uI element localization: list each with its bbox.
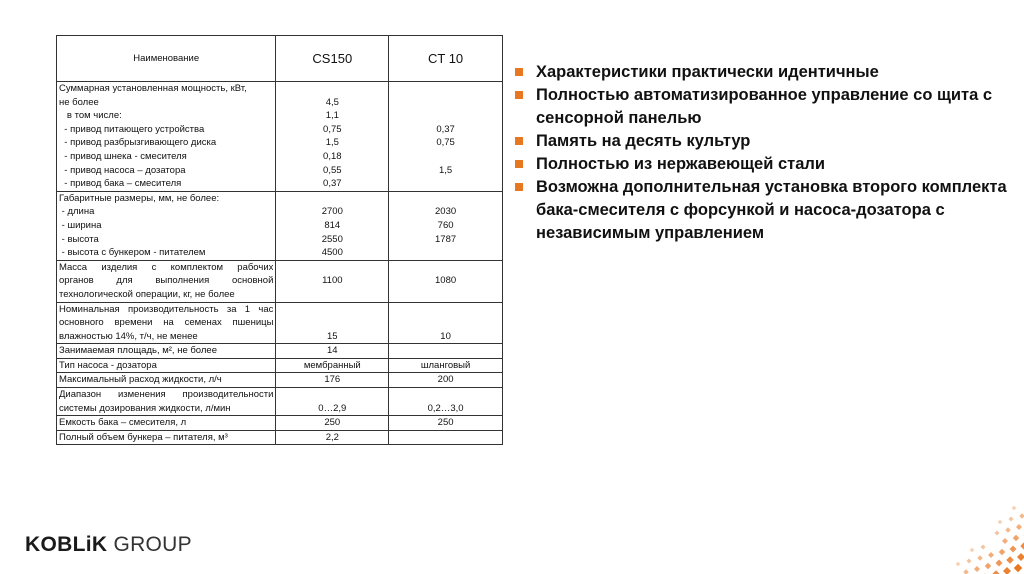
header-ct10: CT 10: [389, 36, 503, 82]
decorative-dot: [995, 559, 1002, 566]
decorative-dot: [1013, 535, 1020, 542]
row-cs150-cell: [276, 373, 389, 388]
cell-line: Занимаемая площадь, м², не более: [59, 345, 217, 357]
decorative-dot: [1009, 545, 1016, 552]
square-bullet-icon: [515, 91, 523, 99]
cell-line: [391, 246, 500, 260]
decorative-dot: [988, 552, 994, 558]
cell-line: не более: [59, 96, 99, 108]
cell-line: - привод питающего устройства: [59, 123, 205, 135]
cell-line: Номинальная производительность за 1 час: [59, 303, 274, 315]
square-bullet-icon: [515, 160, 523, 168]
cell-line: [391, 261, 500, 275]
table-row: [57, 373, 503, 388]
cell-line: 15: [327, 330, 338, 342]
feature-item: [515, 153, 1015, 176]
decorative-dot: [970, 548, 975, 553]
cell-line: [391, 431, 500, 445]
row-ct10-cell: [389, 191, 503, 260]
decorative-dot: [1016, 524, 1022, 530]
cell-line: Емкость бака – смесителя, л: [59, 417, 187, 429]
decorative-dot: [994, 530, 999, 535]
decorative-dot: [1005, 527, 1011, 533]
row-name-cell: [57, 416, 276, 431]
decorative-dot: [977, 555, 983, 561]
cell-line: [391, 388, 500, 402]
cell-line: [391, 288, 500, 302]
table-row: [57, 260, 503, 302]
cell-line: 1,5: [438, 164, 453, 176]
cell-line: органов для выполнения основной: [59, 275, 274, 287]
row-cs150-cell: [276, 388, 389, 416]
cell-line: [391, 303, 500, 317]
row-name-cell: [57, 302, 276, 344]
table-row: [57, 358, 503, 373]
cell-line: [278, 388, 386, 402]
table-row: [57, 430, 503, 445]
cell-line: [391, 82, 500, 96]
cell-line: в том числе:: [59, 110, 122, 122]
decorative-dot: [992, 570, 999, 574]
decorative-dot: [1019, 513, 1024, 519]
logo-bold-text: KOBLiK: [25, 533, 108, 556]
cell-line: 1787: [435, 233, 457, 245]
cell-line: 14: [327, 345, 338, 357]
decorative-dot: [980, 544, 985, 549]
cell-line: 0,55: [323, 164, 342, 176]
row-cs150-cell: [276, 430, 389, 445]
table-row: [57, 416, 503, 431]
cell-line: - высота с бункером - питателем: [59, 247, 206, 259]
row-cs150-cell: [276, 260, 389, 302]
row-ct10-cell: [389, 388, 503, 416]
cell-line: [391, 96, 500, 110]
feature-text: Полностью автоматизированное управление со щита с сенсорной панелью: [536, 86, 993, 127]
decorative-dot: [1020, 542, 1024, 549]
cell-line: 2030: [435, 206, 457, 218]
decorative-dot: [1006, 556, 1013, 563]
cell-line: [278, 288, 386, 302]
feature-text: Характеристики практически идентичные: [536, 63, 879, 81]
row-cs150-cell: [276, 344, 389, 359]
cell-line: шланговый: [420, 359, 471, 371]
cell-line: 0,37: [436, 123, 455, 135]
table-row: [57, 388, 503, 416]
row-ct10-cell: [389, 344, 503, 359]
cell-line: - привод разбрызгивающего диска: [59, 137, 217, 149]
table-row: [57, 191, 503, 260]
row-name-cell: [57, 191, 276, 260]
decorative-dot: [999, 549, 1006, 556]
decorative-dot: [1014, 564, 1022, 572]
decorative-dot: [1003, 567, 1011, 574]
row-name-cell: [57, 430, 276, 445]
cell-line: [391, 177, 500, 191]
cell-line: Полный объем бункера – питателя, м³: [59, 431, 228, 443]
row-name-cell: [57, 82, 276, 192]
cell-line: 0,18: [323, 150, 342, 162]
cell-line: [278, 82, 386, 96]
cell-line: 2,2: [325, 431, 339, 443]
decorative-dot: [998, 520, 1003, 525]
row-name-cell: [57, 388, 276, 416]
cell-line: 0,75: [436, 137, 455, 149]
row-name-cell: [57, 373, 276, 388]
cell-line: Максимальный расход жидкости, л/ч: [59, 374, 222, 386]
decorative-dot: [974, 566, 980, 572]
feature-text: Память на десять культур: [536, 132, 751, 150]
cell-line: [278, 261, 386, 275]
decorative-dot: [1017, 553, 1024, 561]
decorative-dot: [1002, 538, 1008, 544]
decorative-dot: [985, 563, 992, 570]
cell-line: 0,75: [323, 123, 342, 135]
cell-line: мембранный: [303, 359, 361, 371]
cell-line: - ширина: [59, 219, 102, 231]
cell-line: - привод шнека - смесителя: [59, 150, 187, 162]
cell-line: 0,37: [323, 178, 342, 190]
cell-line: 250: [324, 417, 341, 429]
feature-text: Полностью из нержавеющей стали: [536, 155, 825, 173]
spec-table: [56, 35, 503, 445]
decorative-dot: [1008, 516, 1013, 521]
row-cs150-cell: [276, 416, 389, 431]
cell-line: 2550: [321, 233, 343, 245]
cell-line: 200: [437, 374, 454, 386]
cell-line: 10: [440, 330, 451, 342]
cell-line: 1100: [322, 275, 343, 287]
decorative-dot: [956, 562, 961, 567]
cell-line: 176: [324, 374, 341, 386]
cell-line: [391, 192, 500, 206]
row-ct10-cell: [389, 260, 503, 302]
cell-line: 0,2…3,0: [427, 402, 464, 414]
logo-light-text: GROUP: [113, 533, 192, 556]
cell-line: Габаритные размеры, мм, не более:: [59, 192, 220, 204]
table-body: [57, 82, 503, 445]
cell-line: 0…2,9: [318, 402, 347, 414]
decorative-dot: [1012, 506, 1017, 511]
cell-line: - привод бака – смесителя: [59, 178, 182, 190]
cell-line: Тип насоса - дозатора: [59, 359, 157, 371]
cell-line: 2700: [321, 206, 343, 218]
square-bullet-icon: [515, 183, 523, 191]
row-ct10-cell: [389, 430, 503, 445]
cell-line: 1,1: [325, 110, 339, 122]
decorative-dot: [963, 569, 969, 574]
cell-line: - высота: [59, 233, 99, 245]
table-row: [57, 302, 503, 344]
cell-line: 1,5: [325, 137, 339, 149]
row-ct10-cell: [389, 416, 503, 431]
cell-line: влажностью 14%, т/ч, не менее: [59, 330, 198, 342]
row-name-cell: [57, 344, 276, 359]
row-name-cell: [57, 260, 276, 302]
cell-line: [278, 316, 386, 330]
feature-item: [515, 176, 1015, 245]
header-cs150: CS150: [276, 36, 389, 82]
table-row: [57, 82, 503, 192]
row-ct10-cell: [389, 373, 503, 388]
feature-list: [515, 61, 1015, 245]
row-ct10-cell: [389, 82, 503, 192]
cell-line: [278, 303, 386, 317]
row-ct10-cell: [389, 358, 503, 373]
feature-item: [515, 130, 1015, 153]
square-bullet-icon: [515, 68, 523, 76]
cell-line: Масса изделия с комплектом рабочих: [59, 261, 274, 273]
table-header-row: [57, 36, 503, 82]
feature-text: Возможна дополнительная установка второго комплекта бака-смесителя с форсункой и насоса-дозатора с независимым управлением: [536, 178, 1007, 242]
cell-line: 1080: [435, 275, 457, 287]
row-cs150-cell: [276, 191, 389, 260]
cell-line: [278, 192, 386, 206]
feature-item: [515, 84, 1015, 130]
cell-line: - привод насоса – дозатора: [59, 164, 186, 176]
cell-line: [391, 150, 500, 164]
cell-line: 250: [437, 417, 454, 429]
row-cs150-cell: [276, 82, 389, 192]
cell-line: Диапазон изменения производительности: [59, 389, 274, 401]
cell-line: 814: [324, 219, 341, 231]
cell-line: системы дозирования жидкости, л/мин: [59, 402, 231, 414]
cell-line: технологической операции, кг, не более: [59, 288, 235, 300]
cell-line: основного времени на семенах пшеницы: [59, 317, 274, 329]
header-name: Наименование: [57, 36, 276, 82]
row-ct10-cell: [389, 302, 503, 344]
cell-line: [391, 109, 500, 123]
row-cs150-cell: [276, 358, 389, 373]
cell-line: Суммарная установленная мощность, кВт,: [59, 83, 247, 94]
table-row: [57, 344, 503, 359]
feature-item: [515, 61, 1015, 84]
cell-line: - длина: [59, 206, 95, 218]
row-name-cell: [57, 358, 276, 373]
square-bullet-icon: [515, 137, 523, 145]
decorative-dot: [966, 558, 971, 563]
cell-line: [391, 316, 500, 330]
company-logo: [25, 533, 192, 557]
cell-line: 4500: [321, 247, 343, 259]
row-cs150-cell: [276, 302, 389, 344]
cell-line: 760: [437, 219, 454, 231]
cell-line: 4,5: [325, 96, 339, 108]
cell-line: [391, 344, 500, 358]
